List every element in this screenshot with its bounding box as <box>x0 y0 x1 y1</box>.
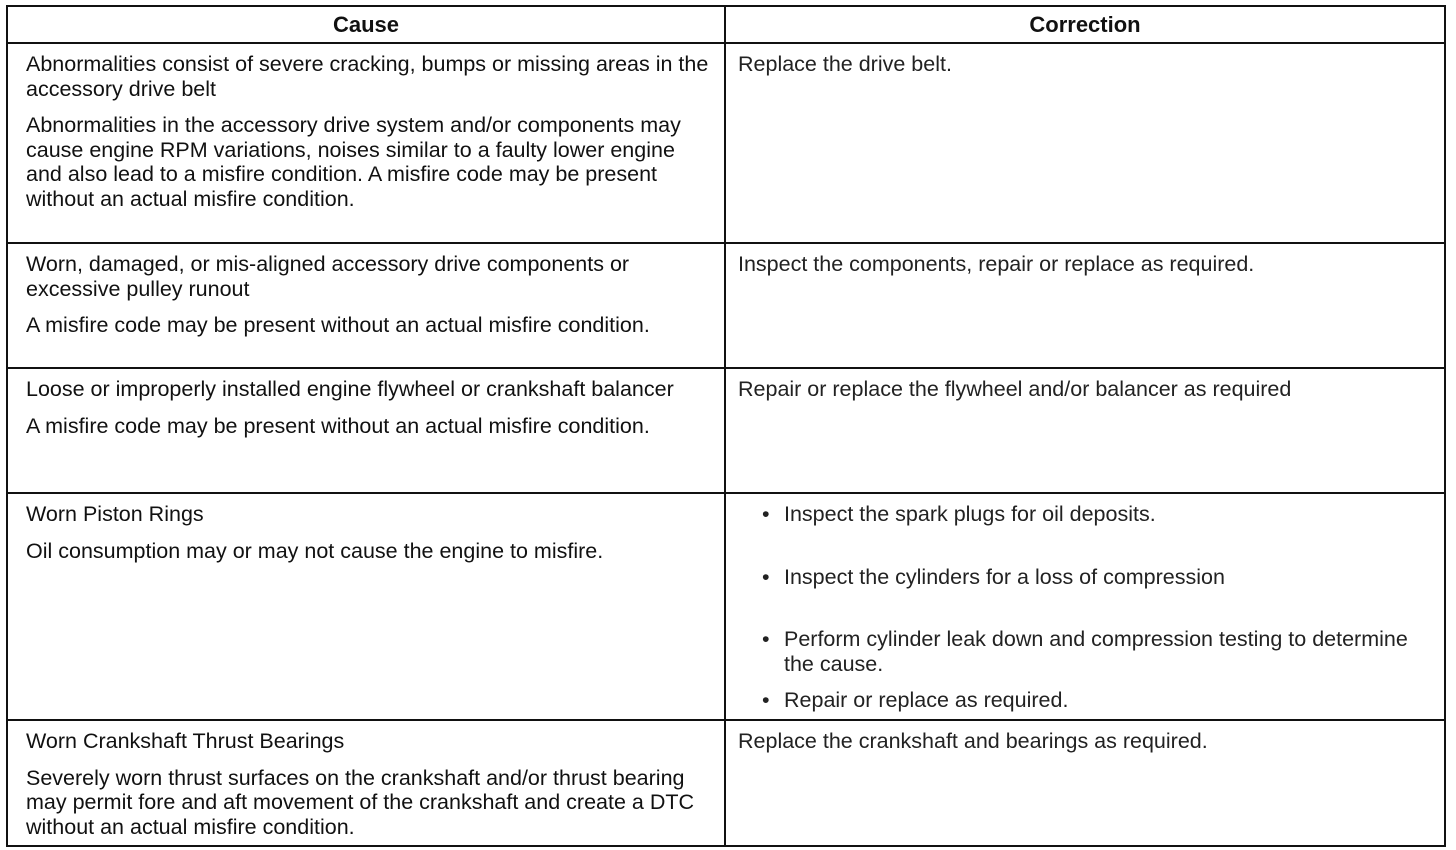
table-row <box>7 493 1445 720</box>
correction-cell <box>725 43 1445 243</box>
correction-cell <box>725 493 1445 720</box>
cause-note: Severely worn thrust surfaces on the crankshaft and/or thrust bearing may permit fore and aft movement of the crankshaft and create a DTC without an actual misfire condition. <box>26 765 695 839</box>
correction-list-item: • Repair or replace as required. <box>784 688 1432 713</box>
header-cause: Cause <box>7 6 725 43</box>
correction-text: Inspect the components, repair or replace as required. <box>738 252 1255 276</box>
correction-cell <box>725 368 1445 493</box>
cause-cell <box>7 368 725 493</box>
cause-cell <box>7 493 725 720</box>
correction-list-item: • Perform cylinder leak down and compression testing to determine the cause. <box>784 627 1432 676</box>
correction-text: Replace the crankshaft and bearings as required. <box>738 729 1208 753</box>
correction-list-item: • Inspect the spark plugs for oil deposits. <box>784 502 1432 527</box>
correction-cell <box>725 243 1445 368</box>
cause-title: Loose or improperly installed engine flywheel or crankshaft balancer <box>26 377 674 401</box>
table-row <box>7 720 1445 846</box>
cause-note: Oil consumption may or may not cause the engine to misfire. <box>26 538 604 563</box>
header-correction: Correction <box>725 6 1445 43</box>
table-row <box>7 43 1445 243</box>
diagnostic-table <box>6 5 1446 847</box>
cause-cell <box>7 243 725 368</box>
table-row <box>7 368 1445 493</box>
correction-list <box>738 502 1432 713</box>
cause-title: Worn Crankshaft Thrust Bearings <box>26 729 345 753</box>
cause-note: A misfire code may be present without an actual misfire condition. <box>26 413 650 438</box>
cause-cell <box>7 43 725 243</box>
correction-cell <box>725 720 1445 846</box>
table-row <box>7 243 1445 368</box>
cause-note: Abnormalities in the accessory drive system and/or components may cause engine RPM variations, noises similar to a faulty lower engine and also lead to a misfire condition. A misfire code may be present without an actual misfire condition. <box>26 113 681 211</box>
cause-title: Worn, damaged, or mis-aligned accessory drive components or excessive pulley runout <box>26 252 630 301</box>
table-header-row <box>7 6 1445 43</box>
cause-cell <box>7 720 725 846</box>
correction-text: Replace the drive belt. <box>738 52 952 76</box>
correction-list-item: • Inspect the cylinders for a loss of compression <box>784 565 1432 590</box>
cause-title: Worn Piston Rings <box>26 502 204 526</box>
correction-text: Repair or replace the flywheel and/or balancer as required <box>738 377 1292 401</box>
cause-title: Abnormalities consist of severe cracking, bumps or missing areas in the accessory drive belt <box>26 52 709 101</box>
cause-note: A misfire code may be present without an actual misfire condition. <box>26 313 650 337</box>
